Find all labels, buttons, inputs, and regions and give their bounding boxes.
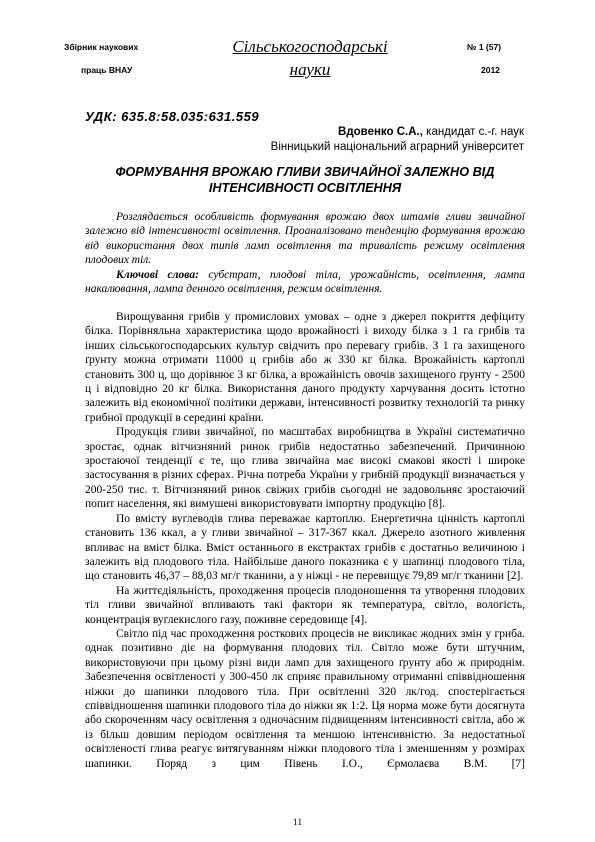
author-degree: кандидат с.-г. наук <box>426 126 524 138</box>
header-issue-number: № 1 (57) <box>467 42 502 52</box>
body-paragraph: Вирощування грибів у промислових умовах – одне з джерел покриття дефіциту білка. Порівняльна характеристика щодо врожайності і виходу білка з 1 га грибів та інших сільськогосподарських культур свідчить про перевагу грибів. З 1 га захищеного ґрунту можна отримати 11000 ц грибів або ж 330 кг білка. Врожайність картоплі становить 300 ц, що дорівнює 3 кг білка, а врожайність овочів захищеного ґрунту - 2500 ц і відповідно 20 кг білка. Використання даного продукту харчування досить істотно залежить від економічної політики держави, інтенсивності розвитку технологій та ринку грибної продукції в середині країни. <box>85 311 525 424</box>
body-paragraph: По вмісту вуглеводів глива переважає картоплю. Енергетична цінність картоплі становить 136 ккал, а у гливи звичайної – 317-367 ккал. Джерело азотного живлення впливає на вміст білка. Вміст останнього в екстрактах грибів є достатньо величиною і залежить від плодового тіла. Найбільше даного показника є у шапинці плодового тіла, що становить 46,37 – 88,03 мг/г тканини, а у ніжці - не перевищує 79,89 мг/г тканини [2]. <box>85 512 525 583</box>
article-title-line: ІНТЕНСИВНОСТІ ОСВІТЛЕННЯ <box>208 181 402 195</box>
header-issue-year: 2012 <box>481 65 500 75</box>
header-journal-title <box>210 36 410 57</box>
article-title <box>85 164 525 196</box>
body-paragraph: На життєдіяльність, проходження процесів плодоношення та утворення плодових тіл гливи звичайної впливають такі фактори як температура, світло, вологість, концентрація вуглекислого газу, поживне середовище [4]. <box>85 584 525 626</box>
keywords-list: субстрат, плодові тіла, урожайність, освітлення, лампа накалювання, лампа денного освітлення, режим освітлення. <box>85 268 525 296</box>
header-journal-title-second <box>210 59 410 80</box>
author-line <box>338 125 524 139</box>
author-name: Вдовенко С.А., <box>338 126 423 138</box>
keywords-label: Ключові слова: <box>116 268 199 281</box>
article-title-line: ФОРМУВАННЯ ВРОЖАЮ ГЛИВИ ЗВИЧАЙНОЇ ЗАЛЕЖНО ВІД <box>115 165 495 179</box>
journal-title-line2: науки <box>289 60 331 79</box>
keywords <box>85 268 525 297</box>
journal-title-line1: Сільськогосподарські <box>232 37 388 56</box>
article-body <box>85 310 525 771</box>
author-affiliation: Вінницький національний аграрний університет <box>270 141 524 153</box>
abstract-block <box>85 210 525 296</box>
abstract-text: Розглядається особливість формування врожаю двох штамів гливи звичайної залежно від інтенсивності освітлення. Проаналізовано тенденцію формування врожаю від використання двох типів ламп освітлення та тривалість режиму освітлення плодових тіл. <box>85 211 525 267</box>
body-paragraph: Продукція гливи звичайної, по масштабах виробництва в Україні систематично зростає, однак вітчизняний ринок грибів недостатньо забезпечений. Причинною зростаючої тенденції є те, що глива звичайна має високі смакові якості і широке застосування в різних сферах. Річна потреба України у грибній продукції визначається у 200-250 тис. т. Вітчизняний ринок свіжих грибів сьогодні не задовольняє зростаючий попит населення, які вимушені використовувати імпортну продукцію [8]. <box>85 426 525 511</box>
header-collection-line1: Збірник наукових <box>64 42 139 52</box>
udc-code: УДК: 635.8:58.035:631.559 <box>85 109 260 124</box>
header-collection-line2: праць ВНАУ <box>81 65 133 75</box>
page-number: 11 <box>292 818 303 828</box>
body-paragraph: Світло під час проходження росткових процесів не викликає жодних змін у гриба. однак позитивно діє на формування плодових тіл. Світло може бути штучним, використовуючи при цьому різні види ламп для захищеного ґрунту або ж природнім. Забезпечення освітленості у 300-450 лк сприяє правильному отриманні співвідношення ніжки до шапинки плодового тіла. При освітленні 320 лк/год. спостерігається співвідношення шапинки плодового тіла до ніжки як 1:2. Ця норма може бути досягнута або скороченням часу освітлення з одночасним підвищенням інтенсивності світла, або ж із більш довшим періодом освітлення та меншою інтенсивністю. За недостатньої освітленості глива реагує витягуванням ніжки плодового тіла і зменшенням у розмірах шапинки. Поряд з цим Півень І.О., Єрмолаєва В.М. [7] <box>85 627 525 770</box>
